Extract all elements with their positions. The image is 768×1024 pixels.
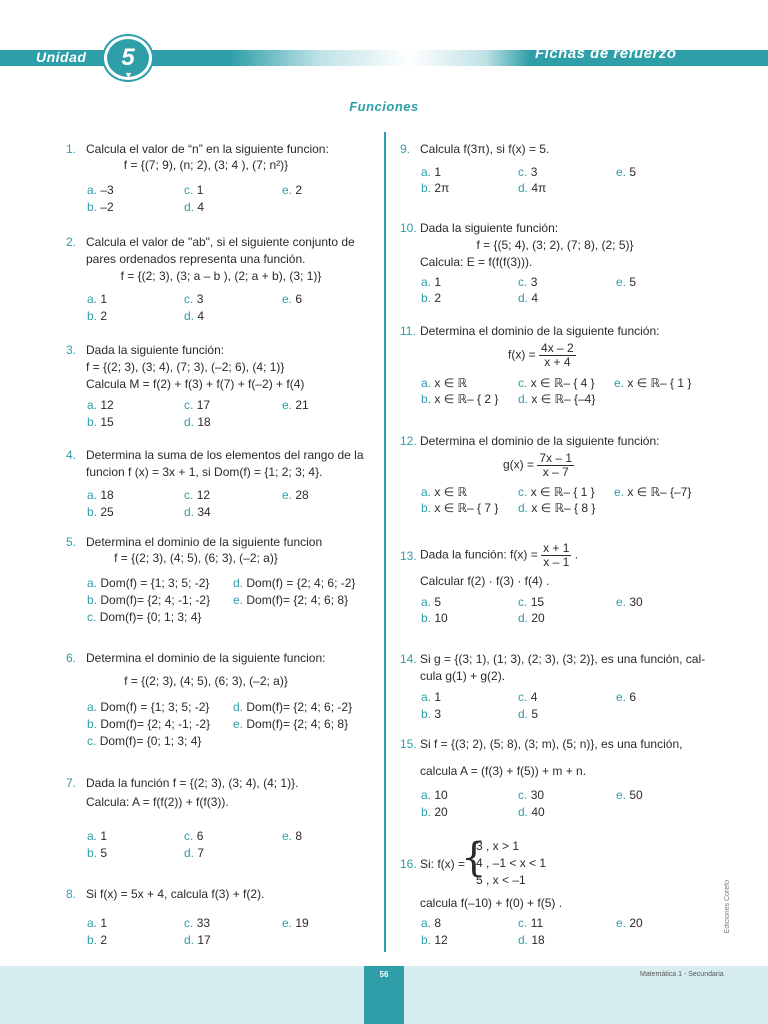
option-c: c. 6 xyxy=(184,829,204,843)
option-e: e. Dom(f)= {2; 4; 6; 8} xyxy=(233,593,349,607)
question-number: 5. xyxy=(66,535,77,549)
option-e: e. 5 xyxy=(616,165,637,179)
option-d: d. 18 xyxy=(184,415,211,429)
option-d: d. 7 xyxy=(184,846,205,860)
option-c: c. 12 xyxy=(184,488,211,502)
question-text: Dada la siguiente función: xyxy=(86,343,225,357)
option-c: c. 33 xyxy=(184,916,211,930)
question-number: 2. xyxy=(66,235,77,249)
option-b: b. x ∈ ℝ– { 7 } xyxy=(421,501,499,515)
question-text: Calcular f(2) · f(3) · f(4) . xyxy=(420,574,550,588)
option-a: a. 1 xyxy=(87,916,108,930)
question-number: 14. xyxy=(400,652,417,666)
question-text: f = {(2; 3), (3; 4), (7; 3), (–2; 6), (4; 1)} xyxy=(86,360,285,374)
question-text: funcion f (x) = 3x + 1, si Dom(f) = {1; 2; 3; 4}. xyxy=(86,465,323,479)
option-b: b. Dom(f)= {2; 4; -1; -2} xyxy=(87,593,211,607)
book-title: Matemática 1 - Secundaria xyxy=(640,971,724,978)
question-text: Si f = {(3; 2), (5; 8), (3; m), (5; n)}, es una función, xyxy=(420,737,683,751)
question-16 xyxy=(400,836,710,896)
question-number: 11. xyxy=(400,324,416,338)
question-number: 3. xyxy=(66,343,77,357)
option-d: d. 20 xyxy=(518,611,545,625)
series-title: Fichas de refuerzo xyxy=(535,45,677,62)
option-a: a. 18 xyxy=(87,488,114,502)
option-b: b. 3 xyxy=(421,707,442,721)
question-text: Dada la siguiente función: xyxy=(420,221,559,235)
question-text: Calcula el valor de "ab", si el siguiente conjunto de xyxy=(86,235,355,249)
option-b: b. 20 xyxy=(421,805,448,819)
option-e: e. 6 xyxy=(282,292,303,306)
option-a: a. 1 xyxy=(421,690,442,704)
question-text: Determina el dominio de la siguiente función: xyxy=(420,324,660,338)
option-a: a. Dom(f) = {1; 3; 5; -2} xyxy=(87,700,210,714)
option-a: a. 1 xyxy=(421,165,442,179)
question-number: 7. xyxy=(66,776,77,790)
fraction: $\frac{x + 1}{x - 1}$ xyxy=(543,541,570,569)
option-d: d. 40 xyxy=(518,805,545,819)
option-a: a. x ∈ ℝ xyxy=(421,485,467,499)
piece-1: 3 , x > 1 xyxy=(476,839,520,853)
question-expression: f = {(2; 3), (4; 5), (6; 3), (–2; a)} xyxy=(114,551,278,565)
option-b: b. 5 xyxy=(87,846,108,860)
fraction-expression: g(x) = $\frac{7x - 1}{x - 7}$ xyxy=(503,451,573,479)
question-text: Calcula: E = f(f(f(3))). xyxy=(420,255,533,269)
option-c: c. 30 xyxy=(518,788,545,802)
down-arrow-icon: ▼ xyxy=(124,70,133,80)
option-b: b. –2 xyxy=(87,200,114,214)
fraction-expression: f(x) = $\frac{4x - 2}{x + 4}$ xyxy=(508,341,574,369)
option-b: b. 25 xyxy=(87,505,114,519)
question-number: 1. xyxy=(66,142,77,156)
piece-2: 4 , –1 < x < 1 xyxy=(476,856,547,870)
question-number: 16. xyxy=(400,857,417,871)
question-text: Calcula f(3π), si f(x) = 5. xyxy=(420,142,550,156)
option-d: d. Dom(f) = {2; 4; 6; -2} xyxy=(233,576,356,590)
option-d: d. 5 xyxy=(518,707,539,721)
question-text: Calcula M = f(2) + f(3) + f(7) + f(–2) + f(4) xyxy=(86,377,305,391)
fraction: $\frac{7x - 1}{x - 7}$ xyxy=(539,451,573,479)
option-e: e. 2 xyxy=(282,183,303,197)
option-c: c. 17 xyxy=(184,398,211,412)
piece-3: 5 , x < –1 xyxy=(476,873,526,887)
option-d: d. 4 xyxy=(184,309,205,323)
question-text: calcula A = (f(3) + f(5)) + m + n. xyxy=(420,764,587,778)
option-e: e. 28 xyxy=(282,488,309,502)
option-e: e. 21 xyxy=(282,398,309,412)
option-e: e. 6 xyxy=(616,690,637,704)
option-d: d. 4 xyxy=(518,291,539,305)
option-e: e. 5 xyxy=(616,275,637,289)
option-c: c. Dom(f)= {0; 1; 3; 4} xyxy=(87,610,202,624)
option-c: c. Dom(f)= {0; 1; 3; 4} xyxy=(87,734,202,748)
question-expression: f = {(2; 3), (3; a – b ), (2; a + b), (3; 1)} xyxy=(120,269,322,283)
option-d: d. x ∈ ℝ– {–4} xyxy=(518,392,596,406)
question-expression: f = {(2; 3), (4; 5), (6; 3), (–2; a)} xyxy=(124,674,288,688)
page-number: 56 xyxy=(364,966,404,1024)
column-divider xyxy=(384,132,386,952)
option-b: b. 2 xyxy=(421,291,442,305)
option-a: a. 10 xyxy=(421,788,448,802)
option-a: a. 1 xyxy=(87,829,108,843)
option-c: c. 1 xyxy=(184,183,204,197)
option-a: a. 5 xyxy=(421,595,442,609)
question-expression: f = {(7; 9), (n; 2), (3; 4 ), (7; n²)} xyxy=(123,158,289,172)
option-b: b. 2π xyxy=(421,181,450,195)
option-e: e. x ∈ ℝ– {–7} xyxy=(614,485,692,499)
option-b: b. 15 xyxy=(87,415,114,429)
question-text: Determina la suma de los elementos del rango de la xyxy=(86,448,364,462)
question-expression: f = {(5; 4), (3; 2), (7; 8), (2; 5)} xyxy=(476,238,634,252)
option-e: e. 50 xyxy=(616,788,643,802)
question-text: Si g = {(3; 1), (1; 3), (2; 3), (3; 2)}, es una función, cal- xyxy=(420,652,706,666)
option-d: d. x ∈ ℝ– { 8 } xyxy=(518,501,596,515)
option-d: d. 4π xyxy=(518,181,547,195)
fraction: $\frac{4x - 2}{x + 4}$ xyxy=(541,341,574,369)
option-a: a. 8 xyxy=(421,916,442,930)
option-e: e. 8 xyxy=(282,829,303,843)
option-d: d. 4 xyxy=(184,200,205,214)
question-number: 10. xyxy=(400,221,417,235)
question-number: 13. xyxy=(400,549,417,563)
option-d: d. 18 xyxy=(518,933,545,947)
page-title: Funciones xyxy=(349,99,419,114)
option-c: c. x ∈ ℝ– { 4 } xyxy=(518,376,595,390)
question-number: 12. xyxy=(400,434,417,448)
option-c: c. 3 xyxy=(184,292,204,306)
option-b: b. 10 xyxy=(421,611,448,625)
option-c: c. 11 xyxy=(518,916,544,930)
option-c: c. 15 xyxy=(518,595,545,609)
question-text: Calcula: A = f(f(2)) + f(f(3)). xyxy=(86,795,229,809)
option-a: a. –3 xyxy=(87,183,114,197)
question-text: calcula f(–10) + f(0) + f(5) . xyxy=(420,896,563,910)
question-number: 9. xyxy=(400,142,411,156)
question-number: 15. xyxy=(400,737,417,751)
unit-number-badge: 5 xyxy=(104,36,152,80)
left-brace: { xyxy=(461,835,487,881)
question-number: 4. xyxy=(66,448,77,462)
option-d: d. 34 xyxy=(184,505,211,519)
question-number: 6. xyxy=(66,651,77,665)
option-d: d. 17 xyxy=(184,933,211,947)
question-text: Determina el dominio de la siguiente funcion xyxy=(86,535,323,549)
question-number: 8. xyxy=(66,887,77,901)
unit-label: Unidad xyxy=(36,49,87,65)
option-a: a. 1 xyxy=(87,292,108,306)
question-text: Dada la función f = {(2; 3), (3; 4), (4; 1)}. xyxy=(86,776,299,790)
option-a: a. Dom(f) = {1; 3; 5; -2} xyxy=(87,576,210,590)
option-c: c. 4 xyxy=(518,690,538,704)
question-text: Determina el dominio de la siguiente funcion: xyxy=(86,651,326,665)
option-a: a. 1 xyxy=(421,275,442,289)
publisher-label: Ediciones Corefo xyxy=(724,880,731,934)
option-e: e. 30 xyxy=(616,595,643,609)
question-text: Calcula el valor de “n” en la siguiente funcion: xyxy=(86,142,329,156)
option-b: b. 12 xyxy=(421,933,448,947)
question-text: cula g(1) + g(2). xyxy=(420,669,506,683)
option-b: b. 2 xyxy=(87,309,108,323)
header-gradient xyxy=(230,50,530,66)
option-c: c. 3 xyxy=(518,165,538,179)
option-b: b. Dom(f)= {2; 4; -1; -2} xyxy=(87,717,211,731)
option-a: a. x ∈ ℝ xyxy=(421,376,467,390)
option-c: c. x ∈ ℝ– { 1 } xyxy=(518,485,595,499)
option-a: a. 12 xyxy=(87,398,114,412)
option-b: b. x ∈ ℝ– { 2 } xyxy=(421,392,499,406)
option-b: b. 2 xyxy=(87,933,108,947)
option-e: e. 19 xyxy=(282,916,309,930)
question-text: pares ordenados representa una función. xyxy=(86,252,306,266)
question-text: Si: f(x) = xyxy=(420,857,466,871)
option-c: c. 3 xyxy=(518,275,538,289)
question-text: Determina el dominio de la siguiente función: xyxy=(420,434,660,448)
option-e: e. 20 xyxy=(616,916,643,930)
option-d: d. Dom(f)= {2; 4; 6; -2} xyxy=(233,700,353,714)
fraction-expression: Dada la función: f(x) = $\frac{x + 1}{x - 1}$ . xyxy=(420,541,579,569)
option-e: e. x ∈ ℝ– { 1 } xyxy=(614,376,692,390)
option-e: e. Dom(f)= {2; 4; 6; 8} xyxy=(233,717,349,731)
question-text: Si f(x) = 5x + 4, calcula f(3) + f(2). xyxy=(86,887,265,901)
